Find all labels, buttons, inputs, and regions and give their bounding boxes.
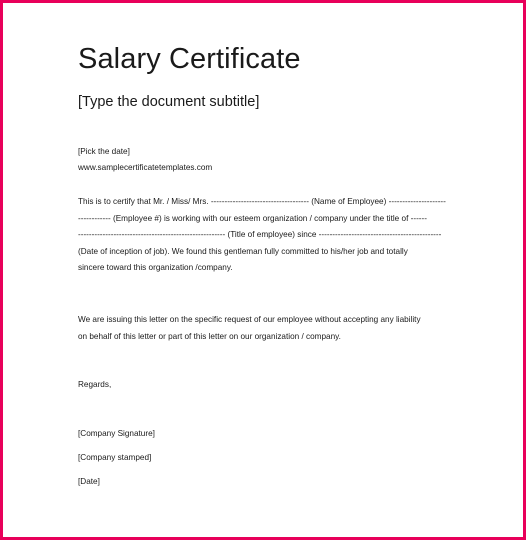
paragraph-line: (Date of inception of job). We found this gentleman fully committed to his/her job and totally	[78, 246, 408, 256]
paragraph-line: We are issuing this letter on the specific request of our employee without accepting any liability	[78, 315, 421, 324]
document-title: Salary Certificate	[78, 43, 301, 75]
date-field: [Date]	[78, 477, 100, 486]
paragraph-line: ------------ (Employee #) is working with our esteem organization / company under the title of ------	[78, 213, 427, 223]
website-text: www.samplecertificatetemplates.com	[78, 163, 213, 172]
company-stamped: [Company stamped]	[78, 453, 152, 462]
closing-text: Regards,	[78, 380, 112, 389]
date-placeholder: [Pick the date]	[78, 147, 130, 156]
body-paragraph-2	[78, 312, 468, 345]
paragraph-line: on behalf of this letter or part of this letter on our organization / company.	[78, 331, 341, 341]
paragraph-line: sincere toward this organization /company.	[78, 263, 233, 272]
paragraph-line: This is to certify that Mr. / Miss/ Mrs. ------------------------------------ (Name of Employee) ---------------------	[78, 197, 446, 206]
document-subtitle: [Type the document subtitle]	[78, 94, 260, 110]
paragraph-line: ------------------------------------------------------ (Title of employee) since ---------------------------------------------	[78, 230, 442, 239]
company-signature: [Company Signature]	[78, 429, 155, 438]
body-paragraph-1	[78, 194, 468, 277]
